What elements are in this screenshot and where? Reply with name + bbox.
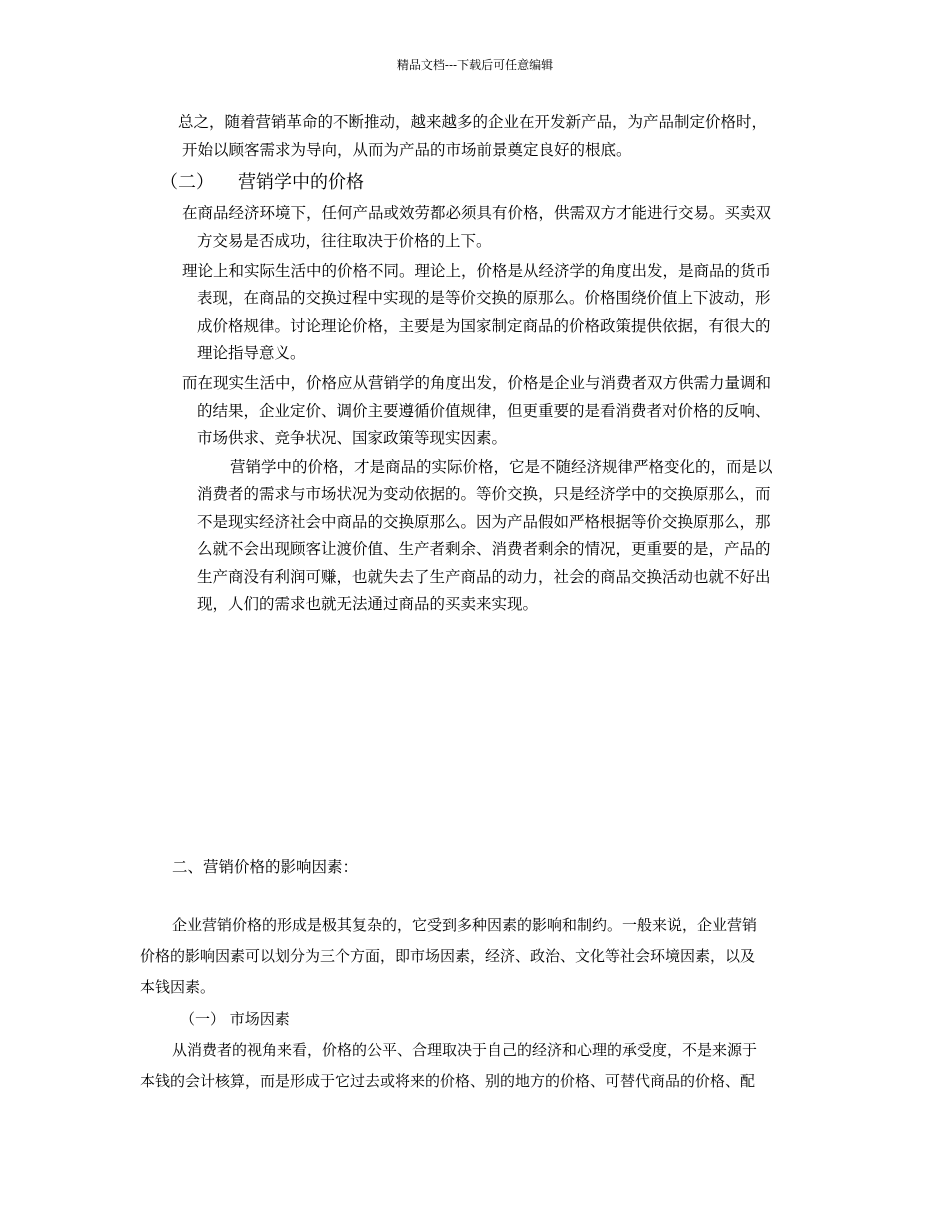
paragraph-line: 开始以顾客需求为导向，从而为产品的市场前景奠定良好的根底。 (182, 141, 632, 159)
paragraph-line: 理论上和实际生活中的价格不同。理论上，价格是从经济学的角度出发，是商品的货币 (182, 262, 772, 280)
paragraph-line: 表现，在商品的交换过程中实现的是等价交换的原那么。价格围绕价值上下波动，形 (197, 289, 771, 307)
paragraph-line: 么就不会出现顾客让渡价值、生产者剩余、消费者剩余的情况，更重要的是，产品的 (197, 540, 771, 558)
paragraph-line: 的结果，企业定价、调价主要遵循价值规律，但更重要的是看消费者对价格的反响、 (197, 402, 771, 420)
paragraph-line: 不是现实经济社会中商品的交换原那么。因为产品假如严格根据等价交换原那么，那 (197, 513, 771, 531)
paragraph-line: 总之，随着营销革命的不断推动，越来越多的企业在开发新产品，为产品制定价格时， (178, 113, 768, 131)
paragraph-line: 市场供求、竞争状况、国家政策等现实因素。 (197, 429, 508, 447)
paragraph-line: 在商品经济环境下，任何产品或效劳都必须具有价格，供需双方才能进行交易。买卖双 (182, 204, 772, 222)
paragraph-line: 本钱因素。 (140, 978, 216, 996)
paragraph-line: 价格的影响因素可以划分为三个方面，即市场因素，经济、政治、文化等社会环境因素，以及 (140, 947, 756, 965)
paragraph-line: 本钱的会计核算，而是形成于它过去或将来的价格、别的地方的价格、可替代商品的价格、配 (140, 1072, 756, 1090)
paragraph-line: 而在现实生活中，价格应从营销学的角度出发，价格是企业与消费者双方供需力量调和 (182, 374, 772, 392)
paragraph-line: 企业营销价格的形成是极其复杂的，它受到多种因素的影响和制约。一般来说，企业营销 (172, 916, 758, 934)
page-header: 精品文档---下载后可任意编辑 (396, 58, 554, 72)
section-number: （二） (160, 172, 214, 193)
paragraph-line: 消费者的需求与市场状况为变动依据的。等价交换，只是经济学中的交换原那么，而 (197, 485, 771, 503)
section-heading: 营销学中的价格 (238, 172, 364, 193)
paragraph-line: 生产商没有利润可赚，也就失去了生产商品的动力，社会的商品交换活动也就不好出 (197, 568, 771, 586)
paragraph-line: 营销学中的价格，才是商品的实际价格，它是不随经济规律严格变化的，而是以 (230, 458, 773, 476)
section-title: 二、营销价格的影响因素： (172, 858, 359, 876)
paragraph-line: 现，人们的需求也就无法通过商品的买卖来实现。 (197, 595, 539, 613)
paragraph-line: 从消费者的视角来看，价格的公平、合理取决于自己的经济和心理的承受度，不是来源于 (172, 1041, 758, 1059)
paragraph-line: 理论指导意义。 (197, 344, 306, 362)
subsection-title: （一） 市场因素 (180, 1010, 290, 1028)
paragraph-line: 方交易是否成功，往往取决于价格的上下。 (197, 232, 492, 250)
paragraph-line: 成价格规律。讨论理论价格，主要是为国家制定商品的价格政策提供依据，有很大的 (197, 317, 771, 335)
